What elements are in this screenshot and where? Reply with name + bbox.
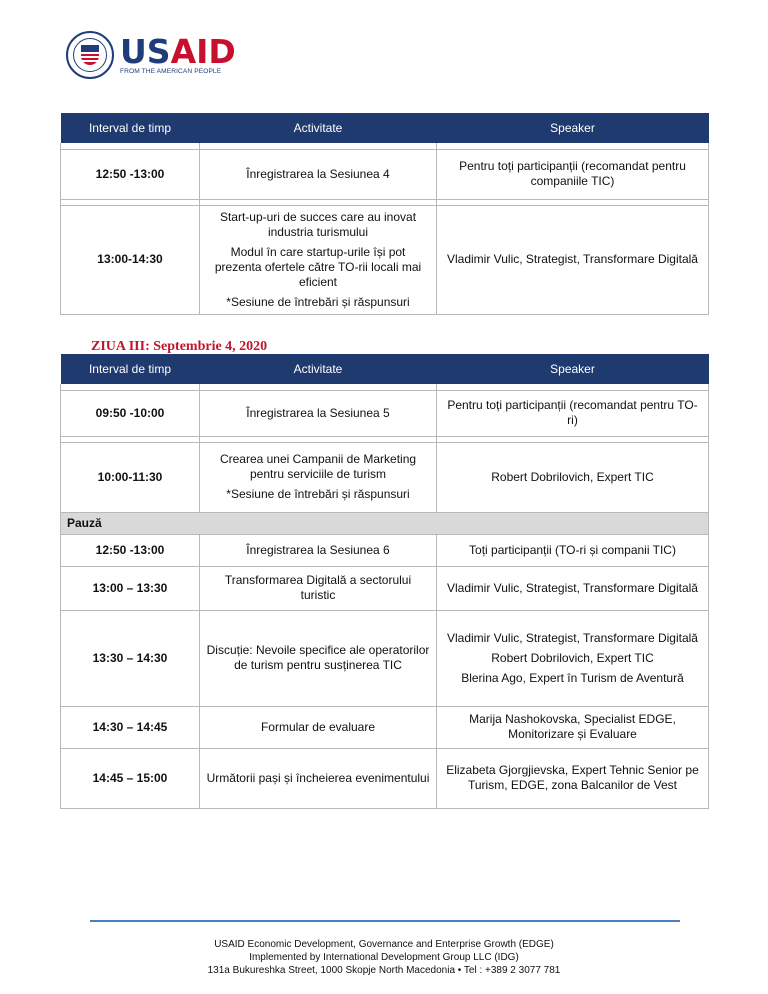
time-cell: 12:50 -13:00 <box>61 534 200 566</box>
table-header-row <box>61 113 709 143</box>
pause-row <box>61 512 709 534</box>
speaker-line: Vladimir Vulic, Strategist, Transformare Digitală <box>447 580 698 595</box>
speaker-line: Pentru toți participanții (recomandat pentru TO-ri) <box>447 398 698 427</box>
speaker-cell <box>437 442 709 512</box>
speaker-line: Marija Nashokovska, Specialist EDGE, Monitorizare și Evaluare <box>469 712 676 741</box>
time-cell: 09:50 -10:00 <box>61 390 200 436</box>
footer <box>0 938 768 977</box>
speaker-cell <box>437 149 709 199</box>
speaker-line: Pentru toți participanții (recomandat pentru companiile TIC) <box>459 159 686 188</box>
speaker-line: Vladimir Vulic, Strategist, Transformare Digitală <box>447 630 698 645</box>
table-row <box>61 706 709 748</box>
speaker-line: Vladimir Vulic, Strategist, Transformare Digitală <box>447 252 698 266</box>
table-row <box>61 610 709 706</box>
activity-line: Transformarea Digitală a sectorului turistic <box>224 573 412 602</box>
activity-line: Înregistrarea la Sesiunea 5 <box>246 405 390 420</box>
speaker-cell <box>437 706 709 748</box>
header-activity: Activitate <box>200 113 437 143</box>
speaker-cell <box>437 566 709 610</box>
speaker-cell <box>437 748 709 808</box>
header-activity: Activitate <box>200 354 437 384</box>
activity-cell <box>200 149 437 199</box>
time-cell: 13:30 – 14:30 <box>61 610 200 706</box>
logo-tagline: FROM THE AMERICAN PEOPLE <box>120 68 222 75</box>
activity-line: Înregistrarea la Sesiunea 4 <box>246 166 390 181</box>
time-cell: 13:00 – 13:30 <box>61 566 200 610</box>
activity-line: Start-up-uri de succes care au inovat industria turismului <box>219 209 417 239</box>
day-3-title: ZIUA III: Septembrie 4, 2020 <box>91 339 268 354</box>
table-row <box>61 566 709 610</box>
activity-line: *Sesiune de întrebări și răspunsuri <box>226 294 410 309</box>
footer-line-3: 131a Bukureshka Street, 1000 Skopje North Macedonia • Tel : +389 2 3077 781 <box>207 965 561 976</box>
table-row <box>61 748 709 808</box>
table-row <box>61 442 709 512</box>
activity-line: *Sesiune de întrebări și răspunsuri <box>226 487 410 501</box>
table-row <box>61 534 709 566</box>
time-cell: 12:50 -13:00 <box>61 149 200 199</box>
activity-cell <box>200 706 437 748</box>
header-speaker: Speaker <box>437 113 709 143</box>
logo-wordmark: USAID <box>120 32 236 71</box>
table-row <box>61 205 709 314</box>
header-time: Interval de timp <box>61 354 200 384</box>
header-time: Interval de timp <box>61 113 200 143</box>
activity-cell <box>200 534 437 566</box>
time-cell: 14:45 – 15:00 <box>61 748 200 808</box>
pause-label: Pauză <box>61 512 709 534</box>
activity-line: Formular de evaluare <box>260 719 376 734</box>
footer-line-1: USAID Economic Development, Governance and Enterprise Growth (EDGE) <box>214 939 554 950</box>
activity-line: Modul în care startup-urile își pot prezenta ofertele către TO-rii locali mai eficient <box>214 244 422 289</box>
activity-cell <box>200 566 437 610</box>
time-cell: 10:00-11:30 <box>61 442 200 512</box>
time-cell: 14:30 – 14:45 <box>61 706 200 748</box>
speaker-cell <box>437 610 709 706</box>
speaker-line: Toți participanții (TO-ri și companii TIC) <box>469 542 676 557</box>
activity-cell <box>200 390 437 436</box>
time-cell: 13:00-14:30 <box>61 205 200 314</box>
speaker-cell <box>437 205 709 314</box>
speaker-line: Elizabeta Gjorgjievska, Expert Tehnic Senior pe Turism, EDGE, zona Balcanilor de Vest <box>446 763 699 792</box>
footer-line-2: Implemented by International Development Group LLC (IDG) <box>249 952 519 963</box>
usaid-logo <box>66 27 236 83</box>
activity-line: Discuție: Nevoile specifice ale operatorilor de turism pentru susținerea TIC <box>206 643 430 672</box>
activity-line: Următorii pași și încheierea evenimentului <box>206 770 430 785</box>
table-header-row <box>61 354 709 384</box>
table-row <box>61 149 709 199</box>
activity-cell <box>200 748 437 808</box>
activity-cell <box>200 205 437 314</box>
footer-divider <box>90 920 680 922</box>
activity-cell <box>200 610 437 706</box>
speaker-line: Robert Dobrilovich, Expert TIC <box>491 650 654 665</box>
activity-line: Crearea unei Campanii de Marketing pentru serviciile de turism <box>219 452 417 481</box>
usaid-seal-icon <box>66 31 114 79</box>
activity-line: Înregistrarea la Sesiunea 6 <box>246 542 390 557</box>
schedule-table-day-3 <box>60 354 709 809</box>
activity-cell <box>200 442 437 512</box>
schedule-table-session-4 <box>60 113 709 315</box>
table-row <box>61 390 709 436</box>
speaker-cell <box>437 534 709 566</box>
speaker-line: Robert Dobrilovich, Expert TIC <box>491 469 654 484</box>
speaker-cell <box>437 390 709 436</box>
header-speaker: Speaker <box>437 354 709 384</box>
speaker-line: Blerina Ago, Expert în Turism de Aventură <box>461 670 684 685</box>
